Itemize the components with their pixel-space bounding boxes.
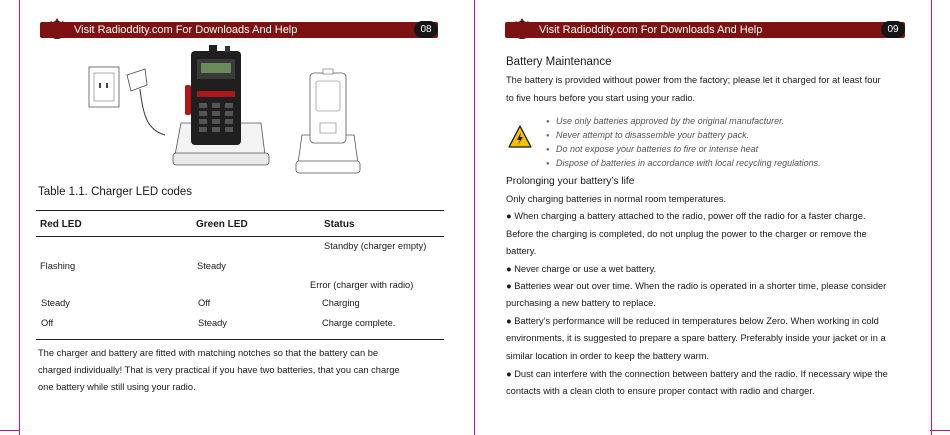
table-cell: Steady: [197, 261, 226, 271]
body-line: battery.: [506, 246, 537, 256]
body-line: contacts with a clean cloth to ensure proper contact with radio and charger.: [506, 386, 815, 396]
table-cell: Error (charger with radio): [310, 280, 414, 290]
table-cell: Steady: [41, 298, 70, 308]
warning-item: ● Use only batteries approved by the original manufacturer.: [546, 115, 821, 129]
crop-mark: [930, 430, 950, 431]
body-line: similar location in order to keep the battery warm.: [506, 351, 710, 361]
body-line: ● Batteries wear out over time. When the radio is operated in a shorter time, please consider: [506, 281, 887, 291]
warning-item: ● Dispose of batteries in accordance with local recycling regulations.: [546, 157, 821, 171]
subheading: Prolonging your battery’s life: [506, 176, 635, 187]
table-top-rule: [36, 210, 444, 211]
table-header-rule: [36, 236, 444, 237]
body-line: ● Never charge or use a wet battery.: [506, 264, 657, 274]
section-heading: Battery Maintenance: [506, 56, 612, 68]
intro-line: The battery is provided without power from the factory; please let it charged for at least four: [506, 75, 881, 85]
right-margin-line: [931, 0, 932, 435]
right-page: [475, 0, 931, 435]
paragraph-line: charged individually! That is very practical if you have two batteries, that you can charge: [38, 365, 400, 375]
warning-item: ● Never attempt to disassemble your battery pack.: [546, 129, 821, 143]
body-line: purchasing a new battery to replace.: [506, 298, 656, 308]
radio-charger-illustration: [85, 45, 275, 180]
table-cell: Charging: [322, 298, 360, 308]
table-title: Table 1.1. Charger LED codes: [38, 186, 193, 198]
paragraph-line: The charger and battery are fitted with matching notches so that the battery can be: [38, 348, 379, 358]
warning-list: [546, 115, 821, 171]
intro-line: to five hours before you start using your radio.: [506, 93, 696, 103]
col-header-green-led: Green LED: [196, 219, 248, 230]
col-header-status: Status: [324, 219, 355, 230]
page-number-badge: 08: [414, 21, 438, 38]
warning-item: ● Do not expose your batteries to fire or intense heat: [546, 143, 821, 157]
paragraph-line: one battery while still using your radio.: [38, 382, 196, 392]
table-cell: Standby (charger empty): [324, 241, 427, 251]
table-cell: Steady: [198, 318, 227, 328]
table-bottom-rule: [36, 339, 444, 340]
left-page: [0, 0, 474, 435]
header-banner: [40, 22, 438, 38]
banner-text: Visit Radioddity.com For Downloads And Help: [539, 24, 763, 36]
body-line: Only charging batteries in normal room temperatures.: [506, 194, 727, 204]
banner-text: Visit Radioddity.com For Downloads And Help: [74, 24, 298, 36]
body-line: ● Dust can interfere with the connection between battery and the radio. If necessary wipe the: [506, 369, 888, 379]
body-line: ● Battery’s performance will be reduced in temperatures below Zero. When working in cold: [506, 316, 879, 326]
table-cell: Off: [41, 318, 54, 328]
header-banner: [505, 22, 905, 38]
table-cell: Flashing: [40, 261, 76, 271]
table-cell: Charge complete.: [322, 318, 396, 328]
body-line: Before the charging is completed, do not unplug the power to the charger or remove the: [506, 229, 867, 239]
page-number-badge: 09: [881, 21, 905, 38]
body-line: environments, it is suggested to prepare a spare battery. Preferably inside your jacket or in a: [506, 333, 886, 343]
body-line: ● When charging a battery attached to the radio, power off the radio for a faster charge.: [506, 211, 866, 221]
empty-charger-illustration: [288, 65, 368, 180]
warning-electric-icon: [508, 125, 532, 149]
col-header-red-led: Red LED: [40, 219, 82, 230]
table-cell: Off: [198, 298, 211, 308]
